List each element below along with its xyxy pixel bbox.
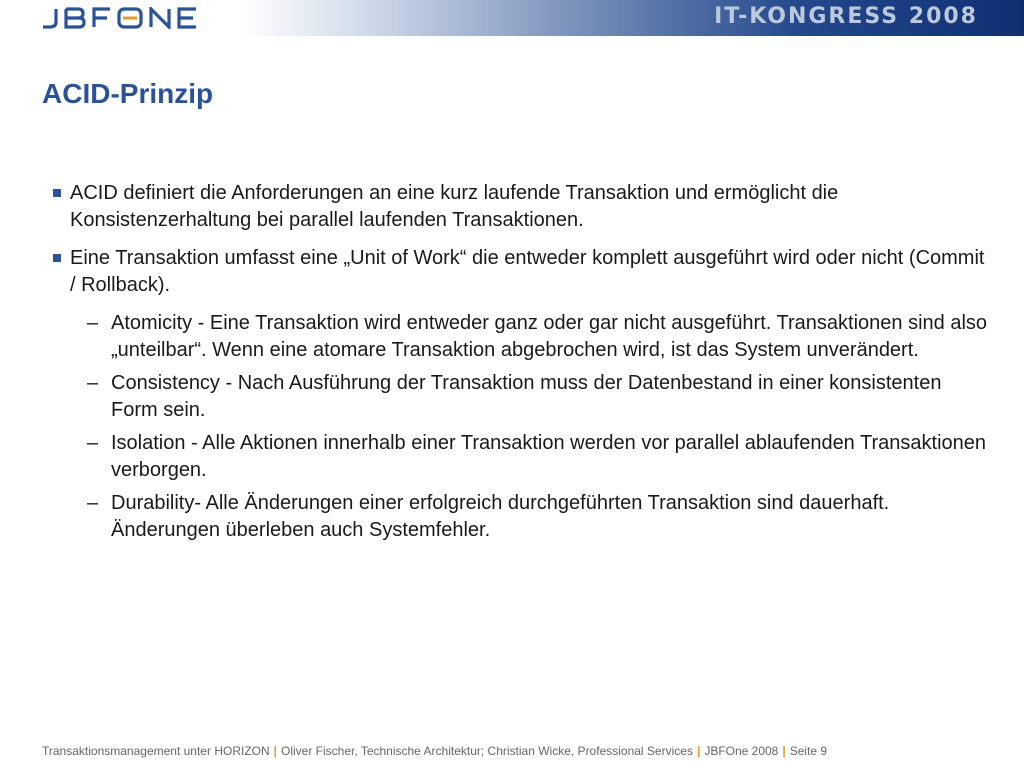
bullet-text: ACID definiert die Anforderungen an eine kurz laufende Transaktion und ermöglicht die Konsistenzerhaltung bei parallel laufenden Transaktionen. [70,182,839,231]
dash-bullet-icon: – [87,372,99,394]
footer [42,744,827,758]
bullet-item [50,180,990,234]
square-bullet-icon [53,189,61,197]
footer-page-number: Seite 9 [789,744,828,758]
dash-bullet-icon: – [87,432,99,454]
sub-item-text: Consistency - Nach Ausführung der Transaktion muss der Datenbestand in einer konsistenten Form sein. [111,372,942,421]
footer-topic: Transaktionsmanagement unter HORIZON [42,744,270,758]
logo-icon [42,7,212,29]
sub-item-text: Atomicity - Eine Transaktion wird entweder ganz oder gar nicht ausgeführt. Transaktionen sind also „unteilbar“. Wenn eine atomare Transaktion abgebrochen wird, ist das System unverändert. [111,312,988,361]
footer-separator: | [782,744,786,758]
event-title: IT-KONGRESS 2008 [714,4,978,29]
sub-item-atomicity [50,310,990,364]
dash-bullet-icon: – [87,312,99,334]
bullet-item [50,245,990,299]
sub-item-durability [50,490,990,544]
footer-authors: Oliver Fischer, Technische Architektur; Christian Wicke, Professional Services [281,744,693,758]
sub-item-isolation [50,430,990,484]
footer-event: JBFOne 2008 [704,744,779,758]
sub-item-text: Durability- Alle Änderungen einer erfolgreich durchgeführten Transaktion sind dauerhaft. Änderungen überleben auch Systemfehler. [111,492,890,541]
footer-separator: | [273,744,278,758]
sub-item-text: Isolation - Alle Aktionen innerhalb einer Transaktion werden vor parallel ablaufenden Transaktionen verborgen. [111,432,986,481]
square-bullet-icon [53,254,61,262]
page-title: ACID-Prinzip [42,78,214,109]
jbfone-logo [42,4,212,32]
footer-separator: | [696,744,701,758]
dash-bullet-icon: – [87,492,99,514]
slide-content [50,180,990,550]
sub-item-consistency [50,370,990,424]
bullet-text: Eine Transaktion umfasst eine „Unit of Work“ die entweder komplett ausgeführt wird oder nicht (Commit / Rollback). [70,247,985,296]
